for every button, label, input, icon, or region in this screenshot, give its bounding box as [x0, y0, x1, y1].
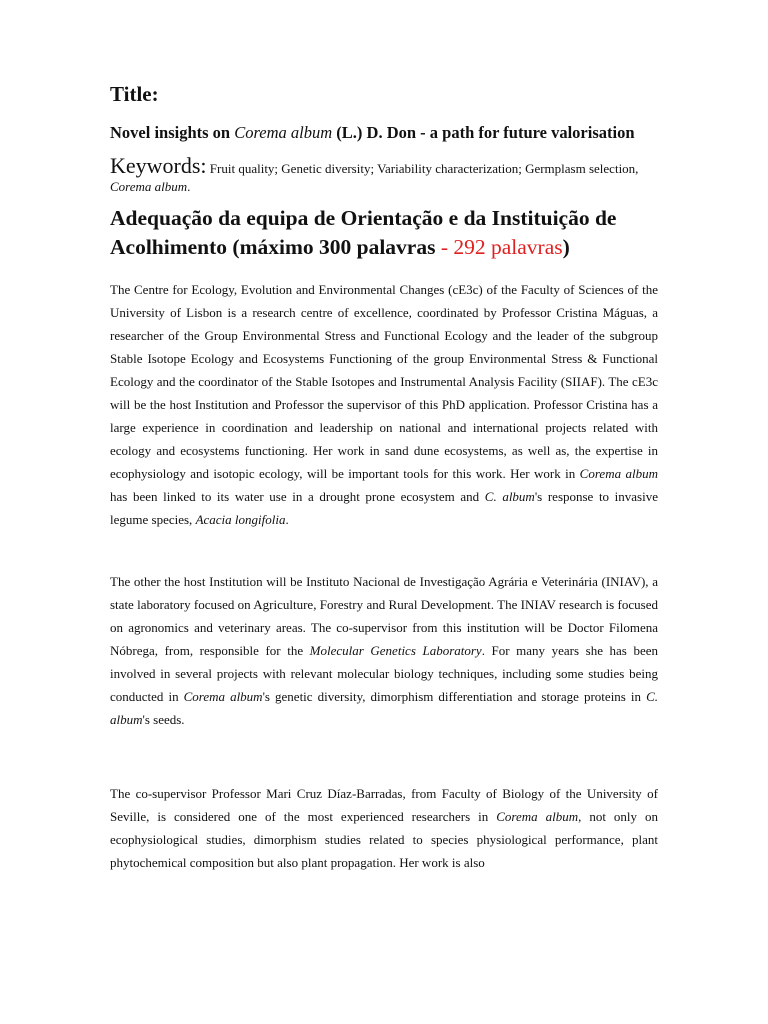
document-title [110, 121, 658, 145]
paragraph-3-species: Corema album [496, 809, 579, 825]
keywords-end: . [187, 179, 191, 195]
paragraph-1-species-a: Corema album [579, 466, 658, 482]
paragraph-2-text-a: The other the host Institution will be Instituto Nacional de Investigação Agrária e Veterinária (INIAV), a state laboratory focused on Agriculture, Forestry and Rural Development. The INIAV research is focused on agronomics and veterinary areas. The co-supervisor from this institution will be Doctor Filomena Nóbrega, from, responsible for the [110, 574, 658, 659]
paragraph-1 [110, 278, 658, 531]
paragraph-3-text-a: The co-supervisor Professor Mari Cruz Díaz-Barradas, from Faculty of Biology of the University of Seville, is considered one of the most experienced researchers in [110, 786, 658, 825]
paragraph-1-text-c: 's response to invasive legume species, [110, 489, 658, 528]
paragraph-1-species-c: Acacia longifolia [195, 512, 286, 528]
paragraph-1-text-a: The Centre for Ecology, Evolution and Environmental Changes (cE3c) of the Faculty of Sciences of the University of Lisbon is a research centre of excellence, coordinated by Professor Cristina Máguas, a researcher of the Group Environmental Stress and Functional Ecology and the leader of the subgroup Stable Isotope Ecology and Ecosystems Functioning of the group Environmental Stress & Functional Ecology and the coordinator of the Stable Isotopes and Instrumental Analysis Facility (SIIAF). The cE3c will be the host Institution and Professor the supervisor of this PhD application. Professor Cristina has a large experience in coordination and leadership on national and international projects related with ecology and ecosystems functioning. Her work in sand dune ecosystems, as well as, the expertise in ecophysiology and isotopic ecology, will be important tools for this work. Her work in [110, 282, 658, 482]
keywords-text: Fruit quality; Genetic diversity; Variability characterization; Germplasm selection, [206, 161, 639, 177]
paragraph-3-text-b: , not only on ecophysiological studies, dimorphism studies related to species physiological performance, plant phytochemical composition but also plant propagation. Her work is also [110, 809, 658, 871]
section-heading-text: Adequação da equipa de Orientação e da Instituição de Acolhimento (máximo 300 palavras [110, 206, 617, 260]
paragraph-1-species-b: C. album [484, 489, 535, 505]
paragraph-2 [110, 570, 658, 731]
section-heading-close: ) [562, 235, 570, 260]
keywords-label: Keywords: [110, 153, 207, 179]
section-heading [110, 204, 658, 262]
document-page [110, 82, 658, 874]
paragraph-2-text-c: 's genetic diversity, dimorphism differentiation and storage proteins in [262, 689, 647, 705]
word-count: - 292 palavras [435, 235, 563, 260]
paragraph-2-lab-name: Molecular Genetics Laboratory [309, 643, 482, 659]
title-label: Title: [110, 82, 159, 106]
keywords-species: Corema album [110, 179, 188, 195]
title-text-end: (L.) D. Don - a path for future valorisation [332, 123, 635, 143]
paragraph-1-text-d: . [285, 512, 289, 528]
paragraph-2-text-d: 's seeds. [142, 712, 185, 728]
title-text-start: Novel insights on [110, 123, 235, 143]
paragraph-2-text-b: . For many years she has been involved in several projects with relevant molecular biology techniques, including some studies being conducted in [110, 643, 658, 705]
paragraph-1-text-b: has been linked to its water use in a drought prone ecosystem and [110, 489, 485, 505]
title-species: Corema album [234, 123, 333, 143]
paragraph-2-species-a: Corema album [183, 689, 263, 705]
keywords-line [110, 154, 658, 196]
paragraph-3 [110, 782, 658, 874]
paragraph-2-species-b: C. album [110, 689, 658, 728]
